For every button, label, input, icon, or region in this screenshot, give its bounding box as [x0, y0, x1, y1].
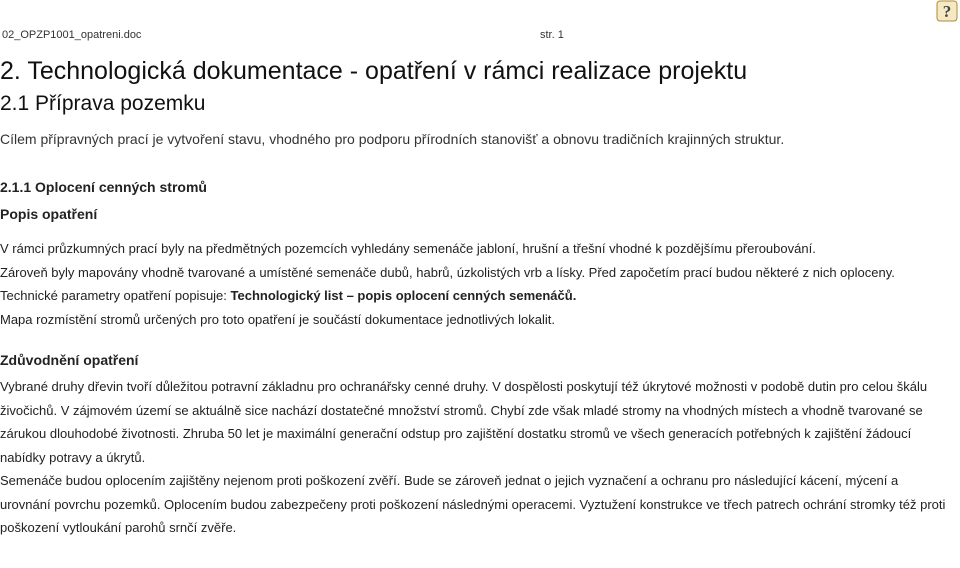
- popis-paragraph-4: Mapa rozmístění stromů určených pro toto opatření je součástí dokumentace jednotlivých lokalit.: [0, 311, 555, 327]
- technologicky-list-reference: Technologický list – popis oplocení cenných semenáčů.: [230, 288, 577, 303]
- help-icon[interactable]: [936, 0, 958, 22]
- document-title: 2. Technologická dokumentace - opatření v rámci realizace projektu: [0, 57, 748, 85]
- document-filename: 02_OPZP1001_opatreni.doc: [2, 29, 142, 41]
- popis-paragraph-1: V rámci průzkumných prací byly na předmětných pozemcích vyhledány semenáče jabloní, hrušní a třešní vhodné k pozdějšímu přeroubování.: [0, 241, 816, 256]
- zduvodneni-paragraph-2: Semenáče budou oplocením zajištěny nejenom proti poškození zvěří. Bude se zároveň jednat o jejich vyznačení a ochranu pro následující kácení, mýcení a urovnání povrchu pozemků. Oplocením budou zabezpečeny proti poškození následnými operacemi. Vyztužení konstrukce ve třech patrech ochrání stromky též proti poškození vytloukání parohů srnčí zvěře.: [0, 473, 946, 535]
- document-body: [0, 54, 950, 540]
- page-number: str. 1: [540, 29, 564, 41]
- intro-paragraph: Cílem přípravných prací je vytvoření stavu, vhodného pro podporu přírodních stanovišť a obnovu tradičních krajinných struktur.: [0, 131, 785, 147]
- section-title: 2.1 Příprava pozemku: [0, 92, 206, 115]
- svg-text:?: ?: [942, 2, 952, 21]
- popis-paragraph-2: Zároveň byly mapovány vhodně tvarované a umístěné semenáče dubů, habrů, úzkolistých vrb a lísky. Před započetím prací budou některé z nich oploceny.: [0, 264, 895, 280]
- popis-heading: Popis opatření: [0, 206, 98, 222]
- zduvodneni-heading: Zdůvodnění opatření: [0, 352, 139, 368]
- zduvodneni-paragraph-1: Vybrané druhy dřevin tvoří důležitou potravní základnu pro ochranářsky cenné druhy. V dospělosti poskytují též úkrytové možnosti v podobě dutin pro celou škálu živočichů. V zájmovém území se aktuálně sice nachází dostatečné množství stromů. Chybí zde však mladé stromy na vhodných místech a vhodně tvarované se zárukou dlouhodobé životnosti. Zhruba 50 let je maximální generační odstup pro zajištění dostatku stromů ve všech generacích potřebných k zajištění žádoucí nabídky potravy a úkrytů.: [0, 379, 928, 465]
- popis-paragraph-3: [0, 284, 950, 308]
- popis-paragraph-3-prefix: Technické parametry opatření popisuje:: [0, 288, 231, 303]
- subsection-heading: 2.1.1 Oplocení cenných stromů: [0, 179, 207, 195]
